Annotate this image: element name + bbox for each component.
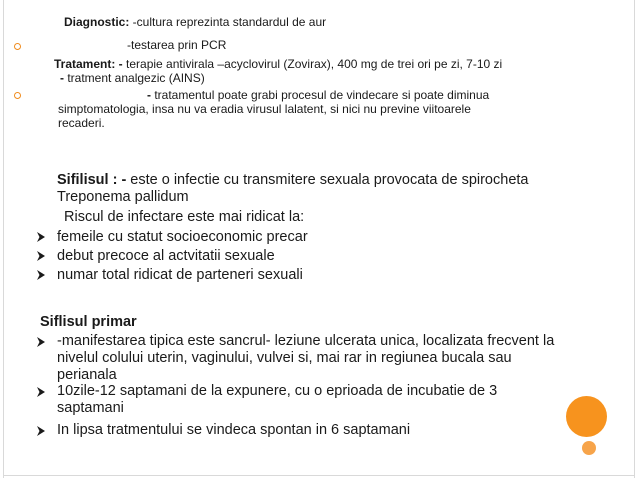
primar-bullet-1-line-2: nivelul colului uterin, vaginului, vulvei si, mai rar in regiunea bucala sau <box>57 350 512 366</box>
sifilis-label: Sifilisul : - <box>57 172 127 188</box>
primar-bullet-1-line-3: perianala <box>57 367 117 383</box>
diagnostic-label: Diagnostic: <box>64 15 130 29</box>
circle-bullet-icon <box>14 92 21 99</box>
diagnostic-line <box>64 15 326 29</box>
primar-heading: Siflisul primar <box>40 314 137 330</box>
primar-bullet-2-line-2: saptamani <box>57 400 124 416</box>
circle-bullet-icon <box>14 43 21 50</box>
primar-bullet-1-line-1: -manifestarea tipica este sancrul- leziune ulcerata unica, localizata frecvent la <box>57 333 555 349</box>
sifilis-text: este o infectie cu transmitere sexuala provocata de spirocheta <box>126 172 529 188</box>
risc-line: Riscul de infectare este mai ridicat la: <box>64 209 305 225</box>
arrow-bullet-icon <box>36 386 46 398</box>
diagnostic-text: -cultura reprezinta standardul de aur <box>129 15 327 29</box>
analgezic-text: tratment analgezic (AINS) <box>64 71 205 85</box>
primar-bullet-2-line-1: 10zile-12 saptamani de la expunere, cu o eprioada de incubatie de 3 <box>57 383 498 399</box>
analgezic-line <box>60 71 205 85</box>
tratament-line <box>54 57 502 71</box>
recaderi-line: recaderi. <box>58 116 105 130</box>
sifilis-treponema-line: Treponema pallidum <box>57 189 189 205</box>
arrow-bullet-icon <box>36 425 46 437</box>
sifilis-bullet-3: numar total ridicat de parteneri sexuali <box>57 267 303 283</box>
slide-border-left <box>3 0 4 478</box>
arrow-bullet-icon <box>36 336 46 348</box>
simptomatologia-line: simptomatologia, insa nu va eradia virusul lalatent, si nici nu previne viitoarele <box>58 102 471 116</box>
tratamentul-dash: - <box>147 88 151 102</box>
tratamentul-text: tratamentul poate grabi procesul de vindecare si poate diminua <box>151 88 490 102</box>
tratamentul-line <box>147 88 489 102</box>
arrow-bullet-icon <box>36 250 46 262</box>
slide-border-bottom <box>3 475 635 476</box>
slide-border-right <box>634 0 635 478</box>
tratament-text: terapie antivirala –acyclovirul (Zovirax), 400 mg de trei ori pe zi, 7-10 zi <box>122 57 503 71</box>
analgezic-dash: - <box>60 71 64 85</box>
decorative-small-orange-circle <box>582 441 596 455</box>
primar-bullet-3: In lipsa tratmentului se vindeca spontan in 6 saptamani <box>57 422 411 438</box>
arrow-bullet-icon <box>36 231 46 243</box>
sifilis-definition-line <box>57 172 528 189</box>
sifilis-bullet-2: debut precoce al actvitatii sexuale <box>57 248 275 264</box>
arrow-bullet-icon <box>36 269 46 281</box>
testarea-line: -testarea prin PCR <box>127 38 227 52</box>
decorative-orange-circle <box>566 396 607 437</box>
tratament-label: Tratament: - <box>54 57 123 71</box>
sifilis-bullet-1: femeile cu statut socioeconomic precar <box>57 229 308 245</box>
